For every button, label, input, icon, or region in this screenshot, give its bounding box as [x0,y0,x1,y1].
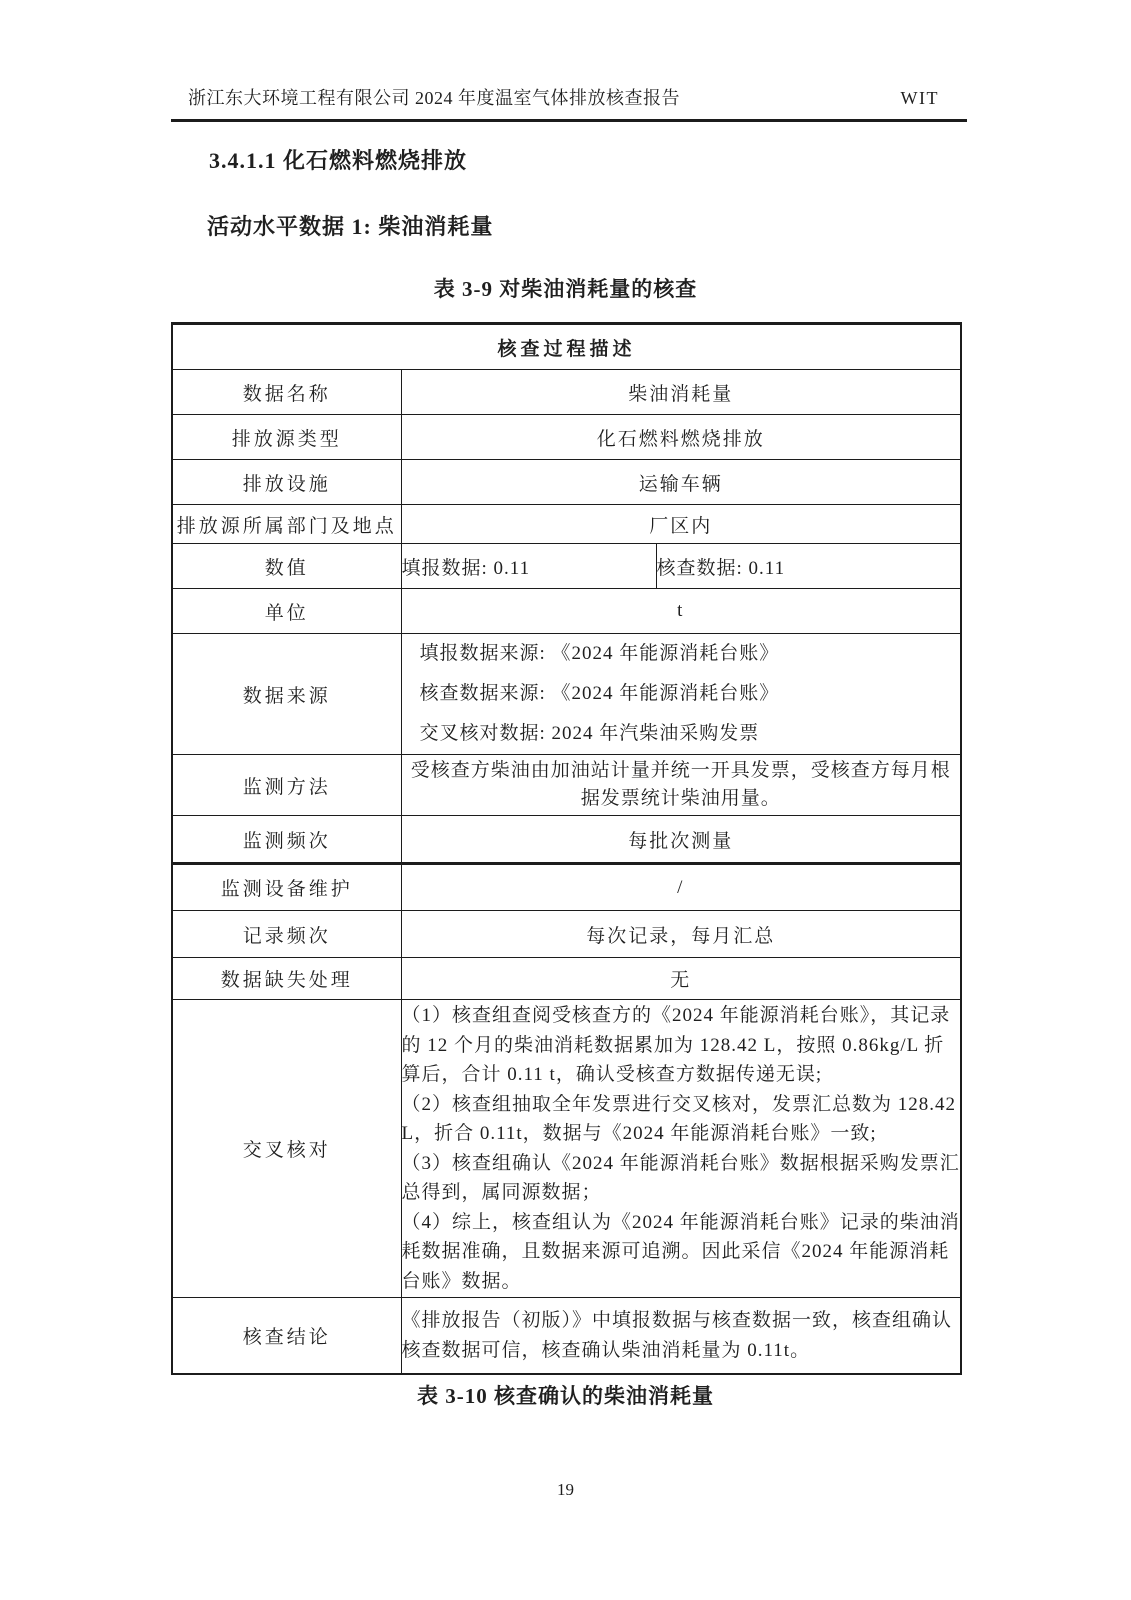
cross-check-item: （1）核查组查阅受核查方的《2024 年能源消耗台账》，其记录的 12 个月的柴油消耗数据累加为 128.42 L，按照 0.86kg/L 折算后，合计 0.11 t，确认受核查方数据传递无误; [401,1005,951,1085]
table-row-data-source [172,634,961,755]
row-label: 排放设施 [172,460,401,505]
row-value: 无 [401,958,961,1000]
page-header [171,84,967,110]
table-row-record-frequency [172,911,961,958]
row-label: 数据来源 [172,634,401,755]
row-value: 厂区内 [401,505,961,544]
row-label: 数据名称 [172,370,401,415]
row-label: 监测方法 [172,755,401,816]
row-value: 化石燃料燃烧排放 [401,415,961,460]
section-heading: 3.4.1.1 化石燃料燃烧排放 [209,148,468,173]
row-label: 排放源类型 [172,415,401,460]
row-value: / [401,864,961,911]
page-number: 19 [557,1480,574,1499]
row-value: 每次记录，每月汇总 [401,911,961,958]
row-label: 数据缺失处理 [172,958,401,1000]
table-header-cell: 核查过程描述 [172,324,961,370]
verified-value-cell: 核查数据: 0.11 [656,544,961,589]
row-value [401,634,961,755]
row-label: 排放源所属部门及地点 [172,505,401,544]
header-brand-logo: WIT [900,88,939,108]
table-row-unit [172,589,961,634]
row-label: 数值 [172,544,401,589]
table-header-row [172,324,961,370]
row-label: 监测频次 [172,816,401,864]
table-row-equipment-maintenance [172,864,961,911]
table-3-10-caption: 表 3-10 核查确认的柴油消耗量 [417,1384,714,1408]
table-row-monitoring-frequency [172,816,961,864]
table-row-data-name [172,370,961,415]
data-source-line: 填报数据来源: 《2024 年能源消耗台账》 [419,643,780,664]
row-value: t [401,589,961,634]
verification-table [171,322,962,1375]
row-label: 监测设备维护 [172,864,401,911]
data-source-line: 交叉核对数据: 2024 年汽柴油采购发票 [419,723,760,744]
table-row-facility [172,460,961,505]
table-row-monitoring-method [172,755,961,816]
header-title: 浙江东大环境工程有限公司 2024 年度温室气体排放核查报告 [188,88,680,108]
row-value: 柴油消耗量 [401,370,961,415]
row-label: 单位 [172,589,401,634]
cross-check-item: （2）核查组抽取全年发票进行交叉核对，发票汇总数为 128.42 L，折合 0.11t，数据与《2024 年能源消耗台账》一致; [401,1093,957,1144]
table-3-9-caption: 表 3-9 对柴油消耗量的核查 [433,277,698,301]
table-row-value [172,544,961,589]
reported-value-cell: 填报数据: 0.11 [401,544,656,589]
row-label: 核查结论 [172,1298,401,1375]
row-label: 交叉核对 [172,1000,401,1298]
row-value [401,1000,961,1298]
cross-check-item: （4）综上，核查组认为《2024 年能源消耗台账》记录的柴油消耗数据准确，且数据来源可追溯。因此采信《2024 年能源消耗台账》数据。 [401,1211,960,1292]
row-value: 运输车辆 [401,460,961,505]
activity-data-heading: 活动水平数据 1: 柴油消耗量 [207,214,494,239]
row-value: 受核查方柴油由加油站计量并统一开具发票，受核查方每月根据发票统计柴油用量。 [401,755,961,816]
row-label: 记录频次 [172,911,401,958]
data-source-line: 核查数据来源: 《2024 年能源消耗台账》 [419,683,780,704]
table-row-cross-check [172,1000,961,1298]
table-row-missing-data [172,958,961,1000]
table-row-department [172,505,961,544]
row-value: 每批次测量 [401,816,961,864]
row-value: 《排放报告（初版）》中填报数据与核查数据一致，核查组确认核查数据可信，核查确认柴油消耗量为 0.11t。 [401,1298,961,1375]
cross-check-item: （3）核查组确认《2024 年能源消耗台账》数据根据采购发票汇总得到，属同源数据； [401,1152,960,1203]
table-row-conclusion [172,1298,961,1375]
header-rule [171,119,967,122]
table-row-source-type [172,415,961,460]
